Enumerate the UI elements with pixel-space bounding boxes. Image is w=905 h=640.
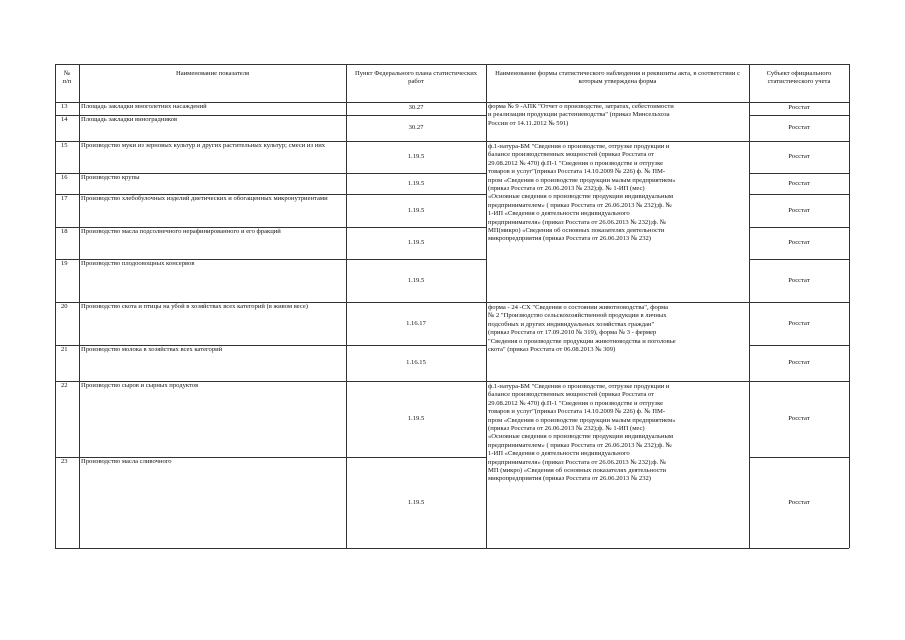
grid-line [55, 102, 849, 103]
plan-item-number: 1.19.5 [407, 206, 425, 214]
plan-item-number: 1.19.5 [407, 276, 425, 284]
plan-item-number: 30.27 [408, 124, 424, 131]
subject-value: Росстат [788, 359, 810, 366]
indicator-name: Производство скота и птицы на убой в хозяйствах всех категорий (в живом весе) [81, 303, 308, 310]
grid-line [849, 64, 850, 548]
row-number: 22 [61, 382, 68, 389]
grid-line [55, 64, 849, 65]
grid-line [55, 115, 486, 116]
form-description: форма - 24 -СХ "Сведения о состоянии животноводства", форма № 2 "Производство сельскохозяйственной продукции в личных подсобных и других индивидуальных хозяйствах граждан" (приказ Росстата от 17.09.2010 № 319), форма № 3 - фермер "Сведения о производстве продукции животноводства и поголовье скота" (приказ Росстата от 06.08.2013 № 309) [488, 304, 676, 354]
indicator-name: Производство сыров и сырных продуктов [81, 382, 199, 389]
grid-line [346, 64, 347, 548]
grid-line [55, 194, 486, 195]
plan-item-number: 1.19.5 [407, 239, 425, 246]
subject-value: Росстат [788, 104, 810, 111]
plan-item-number: 1.16.17 [406, 319, 426, 327]
form-description: ф.1-натура-БМ "Сведения о производстве, отгрузке продукции и балансе производственных мощностей (приказ Росстата от 29.08.2012 № 470) ф.П-1 "Сведения о производстве и отгрузке товаров и услуг"(приказ Росстата 14.10.2009 № 226) ф. № ПМ- пром «Сведения о производстве продукции малым предприятием» (приказ Росстата от 26.06.2013 № 232);ф. № 1-ИП (мес) «Основные сведения о производстве продукции индивидуальным предпринимателем» ( приказ Росстата от 26.06.2013 № 232);ф. № 1-ИП «Сведения о деятельности индивидуального предпринимателя» (приказ Росстата от 26.06.2013 № 232);ф. № МП(микро) «Сведения об основных показателях деятельности микропредприятия (приказ Росстата от 26.06.2013 № 232) [488, 143, 676, 243]
grid-line [55, 141, 849, 142]
subject-value: Росстат [788, 276, 810, 284]
indicator-name: Производство масла сливочного [81, 458, 172, 465]
row-number: 17 [61, 195, 68, 202]
header-indicator-name: Наименование показателя [175, 70, 250, 77]
subject-value: Росстат [788, 498, 810, 506]
header-num: № п/п [62, 70, 72, 86]
grid-line [55, 381, 849, 382]
plan-item-number: 1.19.5 [407, 415, 425, 422]
row-number: 21 [61, 346, 68, 353]
grid-line [55, 173, 486, 174]
grid-line [749, 64, 750, 548]
grid-line [749, 457, 849, 458]
plan-item-number: 1.19.5 [407, 179, 425, 187]
subject-value: Росстат [788, 124, 810, 131]
header-subject: Субъект официального статистического учета [766, 70, 832, 86]
grid-line [55, 302, 849, 303]
grid-line [55, 64, 56, 548]
grid-line [55, 227, 486, 228]
row-number: 13 [61, 103, 68, 110]
header-form-name: Наименование формы статистического наблюдения и реквизиты акта, в соответствии с которым утверждена форма [495, 70, 740, 86]
indicator-name: Производство плодоовощных консервов [81, 260, 195, 267]
grid-line [749, 259, 849, 260]
indicator-name: Производство муки из зерновых культур и других растительных культур; смеси из них [81, 142, 326, 149]
plan-item-number: 1.19.5 [407, 498, 425, 506]
subject-value: Росстат [788, 239, 810, 246]
plan-item-number: 1.19.5 [407, 153, 425, 160]
grid-line [749, 115, 849, 116]
indicator-name: Площадь закладки виноградников [81, 116, 178, 123]
form-description: форма № 9 -АПК "Отчет о производстве, затратах, себестоимости и реализации продукции растениеводства" (приказ Минсельхоза России от 14.11.2012 № 591) [488, 103, 674, 127]
header-plan-item: Пункт Федерального плана статистических работ [354, 70, 478, 86]
subject-value: Росстат [788, 179, 810, 187]
subject-value: Росстат [788, 319, 810, 327]
row-number: 15 [61, 142, 68, 149]
plan-item-number: 30.27 [408, 104, 424, 111]
grid-line [749, 194, 849, 195]
row-number: 14 [61, 116, 68, 123]
plan-item-number: 1.16.15 [406, 359, 426, 366]
form-description: ф.1-натура-БМ "Сведения о производстве, отгрузке продукции и балансе производственных мощностей (приказ Росстата от 29.08.2012 № 470) ф.П-1 "Сведения о производстве и отгрузке товаров и услуг"(приказ Росстата 14.10.2009 № 226) ф. № ПМ- пром «Сведения о производстве продукции малым предприятием» (приказ Росстата от 26.06.2013 № 232);ф. № 1-ИП (мес) «Основные сведения о производстве продукции индивидуальным предпринимателем» ( приказ Росстата от 26.06.2013 № 232);ф. № 1-ИП «Сведения о деятельности индивидуального предпринимателя» (приказ Росстата от 26.06.2013 № 232);ф. № МП (микро) «Сведения об основных показателях деятельности микропредприятия (приказ Росстата от 26.06.2013 № 232) [488, 383, 676, 483]
indicator-name: Производство молока в хозяйствах всех категорий [81, 346, 223, 353]
indicator-name: Производство крупы [81, 174, 140, 181]
grid-line [486, 64, 487, 548]
row-number: 16 [61, 174, 68, 181]
row-number: 19 [61, 260, 68, 267]
grid-line [749, 345, 849, 346]
grid-line [749, 173, 849, 174]
row-number: 23 [61, 458, 68, 465]
row-number: 18 [61, 228, 68, 235]
row-number: 20 [61, 303, 68, 310]
grid-line [749, 227, 849, 228]
indicator-name: Производство хлебобулочных изделий диетических и обогащенных микронутриентами [81, 195, 328, 202]
indicator-name: Площадь закладки многолетних насаждений [81, 103, 207, 110]
grid-line [55, 345, 486, 346]
subject-value: Росстат [788, 153, 810, 160]
subject-value: Росстат [788, 206, 810, 214]
grid-line [55, 548, 849, 549]
subject-value: Росстат [788, 415, 810, 422]
grid-line [55, 457, 486, 458]
grid-line [79, 64, 80, 548]
indicator-name: Производство масла подсолнечного нерафинированного и его фракций [81, 228, 281, 235]
grid-line [55, 259, 486, 260]
